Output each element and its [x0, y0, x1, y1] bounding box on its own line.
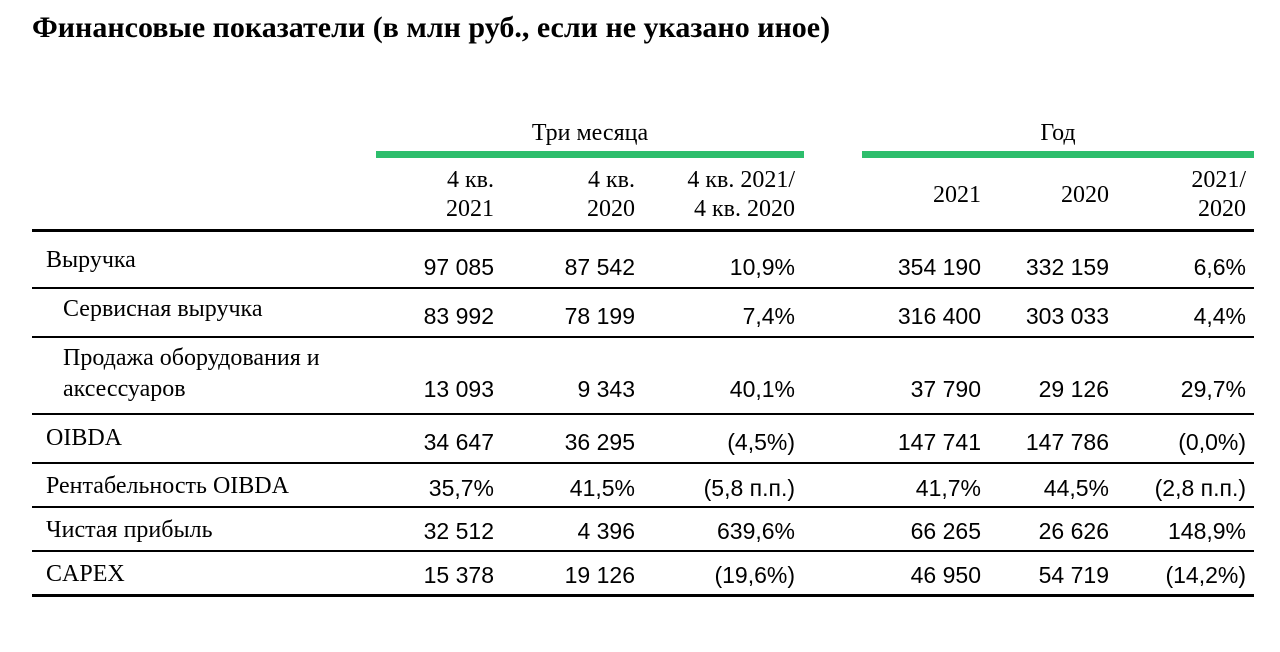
row-divider: [32, 413, 1254, 415]
cell-y2020: 54 719: [1038, 562, 1109, 588]
table-bottom-rule: [32, 594, 1254, 597]
cell-q4-2021: 83 992: [423, 303, 494, 329]
header-divider: [32, 229, 1254, 232]
row-label-line: Продажа оборудования и: [63, 345, 320, 371]
cell-q4-2021: 32 512: [423, 518, 494, 544]
cell-q4-2020: 9 343: [577, 376, 635, 402]
row-label: Сервисная выручка: [63, 296, 263, 322]
cell-q4-2021: 35,7%: [428, 475, 494, 501]
cell-q-change: 40,1%: [729, 376, 795, 402]
cell-y-change: 4,4%: [1193, 303, 1246, 329]
cell-q-change: 7,4%: [742, 303, 795, 329]
column-header-line: 4 кв. 2021/: [687, 167, 795, 193]
column-header-line: 2021: [446, 196, 494, 222]
column-header-line: 4 кв.: [447, 167, 494, 193]
row-label: Рентабельность OIBDA: [46, 473, 289, 499]
page-title: Финансовые показатели (в млн руб., если не указано иное): [32, 11, 831, 44]
cell-y2021: 46 950: [910, 562, 981, 588]
cell-q4-2020: 87 542: [564, 254, 635, 280]
cell-q-change: (5,8 п.п.): [703, 475, 795, 501]
cell-q-change: (19,6%): [714, 562, 795, 588]
row-label: CAPEX: [46, 561, 125, 587]
cell-q-change: 639,6%: [716, 518, 795, 544]
row-divider: [32, 550, 1254, 552]
cell-q4-2021: 13 093: [423, 376, 494, 402]
cell-y2020: 303 033: [1025, 303, 1109, 329]
cell-q4-2020: 41,5%: [569, 475, 635, 501]
column-header-y2021: 2021: [933, 182, 981, 208]
cell-y2021: 316 400: [897, 303, 981, 329]
cell-y-change: (14,2%): [1165, 562, 1246, 588]
cell-y2020: 332 159: [1025, 254, 1109, 280]
cell-y2021: 66 265: [910, 518, 981, 544]
group-header-year: Год: [1040, 120, 1076, 146]
column-header-line: 4 кв. 2020: [694, 196, 795, 222]
cell-q4-2020: 4 396: [577, 518, 635, 544]
cell-y2020: 44,5%: [1043, 475, 1109, 501]
group-bar-year: [862, 151, 1254, 158]
cell-q-change: (4,5%): [727, 429, 795, 455]
cell-q4-2020: 19 126: [564, 562, 635, 588]
cell-q4-2021: 97 085: [423, 254, 494, 280]
column-header-line: 2021/: [1191, 167, 1246, 193]
row-divider: [32, 462, 1254, 464]
group-header-three-months: Три месяца: [531, 120, 649, 146]
row-divider: [32, 506, 1254, 508]
row-label: OIBDA: [46, 425, 122, 451]
row-label: Чистая прибыль: [46, 517, 213, 543]
cell-y-change: 6,6%: [1193, 254, 1246, 280]
row-label: Выручка: [46, 247, 136, 273]
cell-y-change: (0,0%): [1178, 429, 1246, 455]
cell-y2020: 29 126: [1038, 376, 1109, 402]
cell-y2021: 147 741: [897, 429, 981, 455]
group-bar-three-months: [376, 151, 804, 158]
column-header-line: 2020: [1198, 196, 1246, 222]
cell-y-change: 29,7%: [1180, 376, 1246, 402]
cell-y-change: (2,8 п.п.): [1154, 475, 1246, 501]
column-header-line: 2020: [587, 196, 635, 222]
column-header-y2020: 2020: [1061, 182, 1109, 208]
cell-y2020: 26 626: [1038, 518, 1109, 544]
row-divider: [32, 336, 1254, 338]
cell-q4-2020: 78 199: [564, 303, 635, 329]
cell-q4-2020: 36 295: [564, 429, 635, 455]
row-label-line: аксессуаров: [63, 376, 186, 402]
cell-y2020: 147 786: [1025, 429, 1109, 455]
row-divider: [32, 287, 1254, 289]
cell-y2021: 354 190: [897, 254, 981, 280]
column-header-line: 4 кв.: [588, 167, 635, 193]
cell-q4-2021: 34 647: [423, 429, 494, 455]
cell-q-change: 10,9%: [729, 254, 795, 280]
cell-y-change: 148,9%: [1167, 518, 1246, 544]
cell-y2021: 41,7%: [915, 475, 981, 501]
cell-q4-2021: 15 378: [423, 562, 494, 588]
cell-y2021: 37 790: [910, 376, 981, 402]
